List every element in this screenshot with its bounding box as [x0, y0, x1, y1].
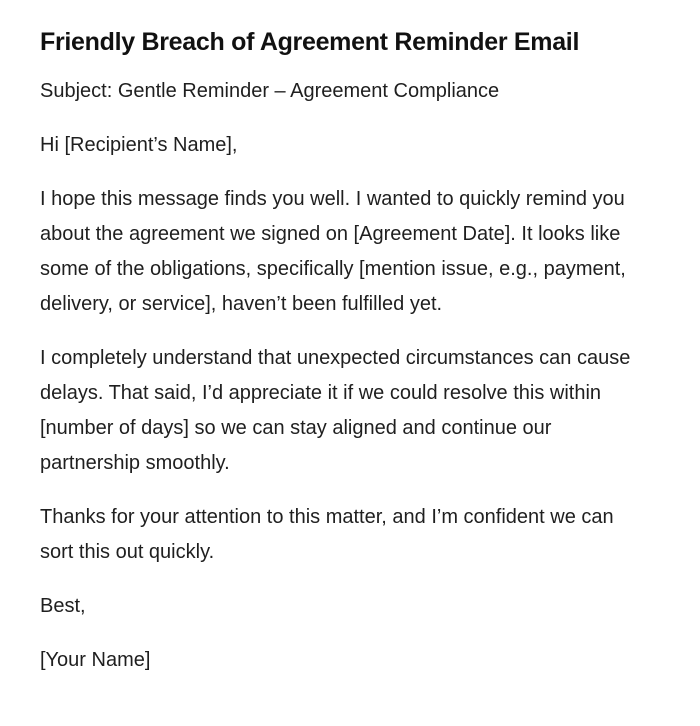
email-paragraph-3: Thanks for your attention to this matter, and I’m confident we can sort this out quickly. [40, 506, 614, 563]
email-paragraph-1: I hope this message finds you well. I wanted to quickly remind you about the agreement we signed on [Agreement Date]. It looks like some of the obligations, specifically [mention issue, e.g., payment, delivery, or service], haven’t been fulfilled yet. [40, 188, 626, 315]
email-greeting: Hi [Recipient’s Name], [40, 134, 238, 156]
email-subject: Subject: Gentle Reminder – Agreement Compliance [40, 80, 500, 102]
email-closing: Best, [40, 595, 86, 617]
email-signature: [Your Name] [40, 649, 151, 671]
email-paragraph-2: I completely understand that unexpected circumstances can cause delays. That said, I’d appreciate it if we could resolve this within [number of days] so we can stay aligned and continue our partnership smoothly. [40, 347, 631, 474]
document-title: Friendly Breach of Agreement Reminder Email [40, 28, 580, 56]
